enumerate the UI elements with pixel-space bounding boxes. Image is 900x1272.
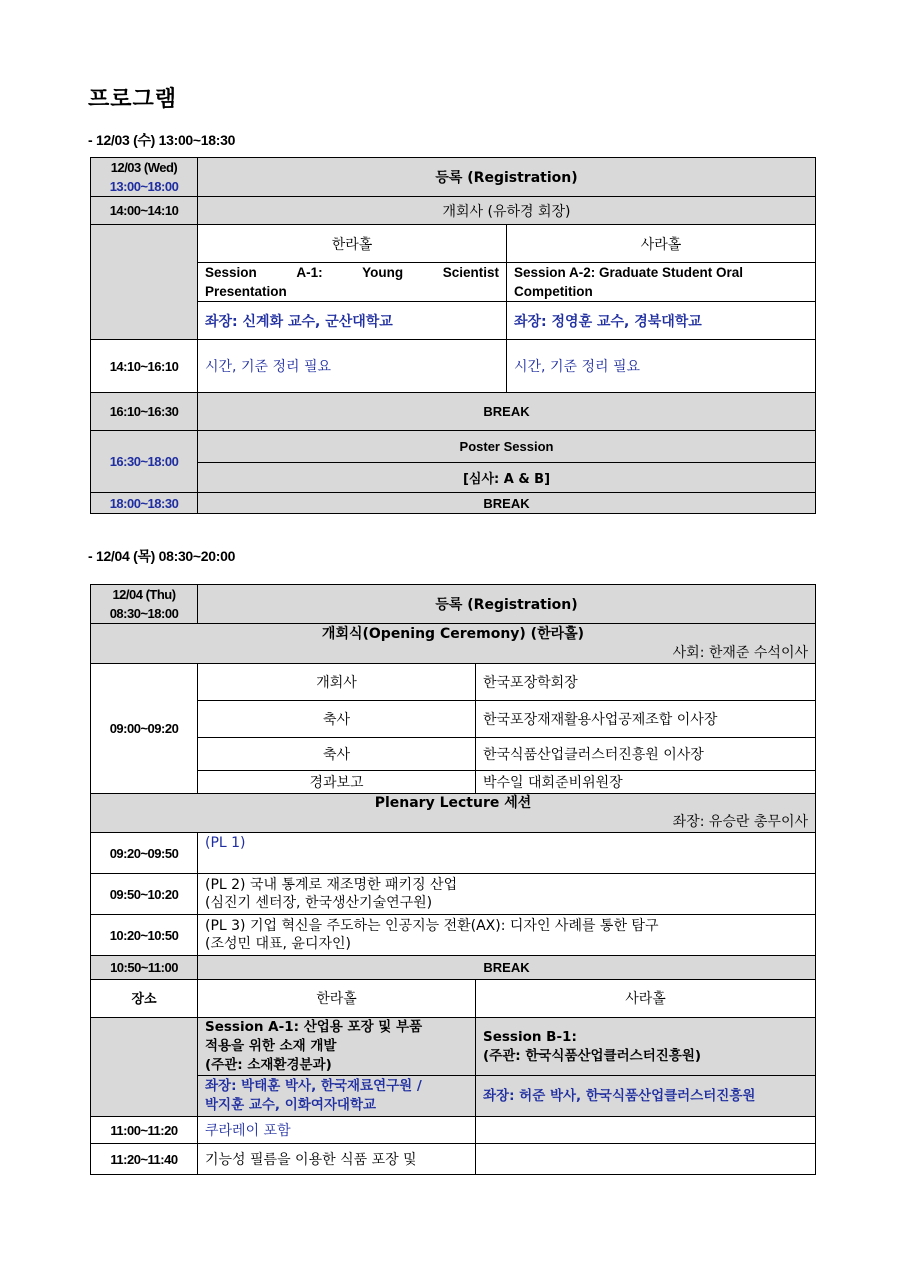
day2-pl3-time: 10:20~10:50 xyxy=(91,915,198,956)
day2-opening-item: 축사 xyxy=(198,701,476,738)
day1-reg-time: 13:00~18:00 xyxy=(109,179,179,194)
day2-session-b-title: Session B-1: (주관: 한국식품산업클러스터진흥원) xyxy=(476,1018,816,1076)
day2-opening-host: 사회: 한재준 수석이사 xyxy=(672,644,808,661)
day1-hall-b: 사라홀 xyxy=(507,225,816,263)
day2-pl1: (PL 1) xyxy=(198,833,816,874)
day1-break2: BREAK xyxy=(198,493,816,514)
day2-hall-a: 한라홀 xyxy=(198,980,476,1018)
day1-chair-a: 좌장: 신계화 교수, 군산대학교 xyxy=(198,302,507,340)
day1-poster-judges: [심사: A & B] xyxy=(198,463,816,493)
day2-schedule-table xyxy=(90,584,816,1175)
day2-opening-item: 축사 xyxy=(198,738,476,771)
day1-registration: 등록 (Registration) xyxy=(198,158,816,197)
day1-slot-time: 14:10~16:10 xyxy=(91,340,198,393)
day2-talk2-b xyxy=(476,1144,816,1175)
day1-poster-session: Poster Session xyxy=(198,431,816,463)
day1-chair-b: 좌장: 정영훈 교수, 경북대학교 xyxy=(507,302,816,340)
day2-opening-item: 경과보고 xyxy=(198,771,476,794)
day2-registration: 등록 (Registration) xyxy=(198,585,816,624)
day1-opening-time: 14:00~14:10 xyxy=(91,197,198,225)
day2-plenary-chair: 좌장: 유승란 총무이사 xyxy=(672,814,808,830)
day2-opening-time: 09:00~09:20 xyxy=(91,664,198,794)
day1-heading: - 12/03 (수) 13:00~18:30 xyxy=(88,132,236,148)
page-title: 프로그램 xyxy=(88,87,178,112)
day2-talk1-a: 쿠라레이 포함 xyxy=(198,1117,476,1144)
day2-pl1-time: 09:20~09:50 xyxy=(91,833,198,874)
day1-session-b-title: Session A-2: Graduate Student Oral Competition xyxy=(507,263,816,302)
day1-slot-b: 시간, 기준 정리 필요 xyxy=(507,340,816,393)
day2-reg-time-cell xyxy=(91,585,198,624)
day2-opening-person: 한국포장재재활용사업공제조합 이사장 xyxy=(476,701,816,738)
day2-hall-b: 사라홀 xyxy=(476,980,816,1018)
day2-plenary-header xyxy=(91,794,816,833)
day2-session-empty-time-cell xyxy=(91,1018,198,1117)
day2-reg-time: 08:30~18:00 xyxy=(109,606,179,621)
day2-talk1-time: 11:00~11:20 xyxy=(91,1117,198,1144)
day2-opening-person: 박수일 대회준비위원장 xyxy=(476,771,816,794)
day2-pl2-time: 09:50~10:20 xyxy=(91,874,198,915)
day1-poster-time: 16:30~18:00 xyxy=(91,431,198,493)
day2-pl3: (PL 3) 기업 혁신을 주도하는 인공지능 전환(AX): 디자인 사례를 통한 탐구 (조성민 대표, 윤디자인) xyxy=(198,915,816,956)
day2-opening-ceremony xyxy=(91,624,816,664)
day1-hall-a: 한라홀 xyxy=(198,225,507,263)
day2-session-a-title: Session A-1: 산업용 포장 및 부품 적용을 위한 소재 개발 (주관: 소재환경분과) xyxy=(198,1018,476,1076)
day2-opening-person: 한국식품산업클러스터진흥원 이사장 xyxy=(476,738,816,771)
day1-break1: BREAK xyxy=(198,393,816,431)
day2-break: BREAK xyxy=(198,956,816,980)
day1-slot-a: 시간, 기준 정리 필요 xyxy=(198,340,507,393)
day1-break2-time: 18:00~18:30 xyxy=(91,493,198,514)
day1-opening-remarks: 개회사 (유하경 회장) xyxy=(198,197,816,225)
day2-talk1-b xyxy=(476,1117,816,1144)
day2-chair-b: 좌장: 허준 박사, 한국식품산업클러스터진흥원 xyxy=(476,1076,816,1117)
day2-opening-title: 개회식(Opening Ceremony) (한라홀) xyxy=(321,625,585,642)
day1-empty-time-cell xyxy=(91,225,198,340)
day2-pl2: (PL 2) 국내 통계로 재조명한 패키징 산업 (심진기 센터장, 한국생산기술연구원) xyxy=(198,874,816,915)
day2-opening-item: 개회사 xyxy=(198,664,476,701)
day1-break1-time: 16:10~16:30 xyxy=(91,393,198,431)
day2-opening-person: 한국포장학회장 xyxy=(476,664,816,701)
day2-talk2-time: 11:20~11:40 xyxy=(91,1144,198,1175)
day2-reg-date: 12/04 (Thu) xyxy=(112,587,176,602)
day2-heading: - 12/04 (목) 08:30~20:00 xyxy=(88,548,236,564)
day1-schedule-table xyxy=(90,157,816,514)
day1-session-a-title: Session A-1: Young Scientist Presentation xyxy=(198,263,507,302)
day2-chair-a: 좌장: 박태훈 박사, 한국재료연구원 / 박지훈 교수, 이화여자대학교 xyxy=(198,1076,476,1117)
day2-talk2-a: 기능성 필름을 이용한 식품 포장 및 xyxy=(198,1144,476,1175)
day2-place-label: 장소 xyxy=(91,980,198,1018)
day1-reg-time-cell xyxy=(91,158,198,197)
day2-break-time: 10:50~11:00 xyxy=(91,956,198,980)
day1-reg-date: 12/03 (Wed) xyxy=(110,160,178,175)
day2-plenary-title: Plenary Lecture 세션 xyxy=(374,795,532,811)
